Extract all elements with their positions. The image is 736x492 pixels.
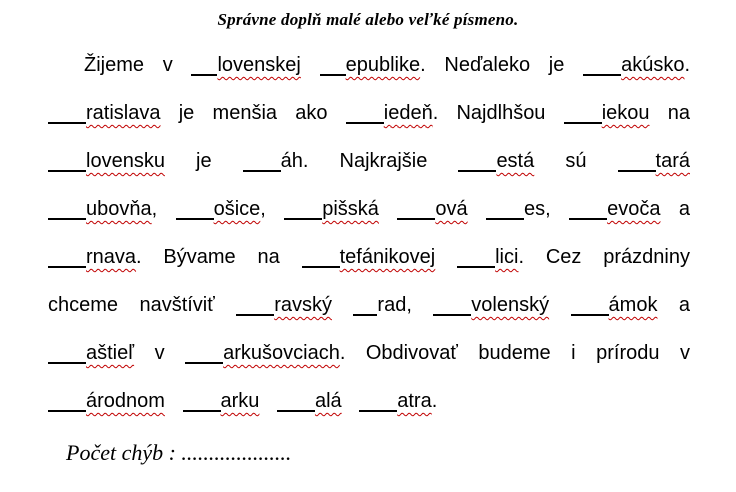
fill-in-blank[interactable] <box>457 266 495 268</box>
exercise-line <box>48 137 690 185</box>
text-run <box>301 54 320 76</box>
fill-in-blank[interactable] <box>353 314 377 316</box>
misspelled-word: ošice <box>213 198 261 220</box>
fill-in-blank[interactable] <box>433 314 471 316</box>
fill-in-blank[interactable] <box>583 74 621 76</box>
text-run: a <box>660 198 690 220</box>
fill-in-blank[interactable] <box>569 218 607 220</box>
fill-in-blank[interactable] <box>48 218 86 220</box>
fill-in-blank[interactable] <box>48 410 86 412</box>
text-run: , <box>260 198 285 220</box>
text-run: Žijeme v <box>84 54 192 76</box>
exercise-line <box>48 41 690 89</box>
worksheet-title: Správne doplň malé alebo veľké písmeno. <box>217 10 519 29</box>
fill-in-blank[interactable] <box>359 410 397 412</box>
text-run <box>468 198 486 220</box>
fill-in-blank[interactable] <box>191 74 217 76</box>
text-run: je menšia ako <box>160 102 346 124</box>
misspelled-word: ubovňa <box>86 198 152 220</box>
fill-in-blank[interactable] <box>302 266 340 268</box>
misspelled-word: ravský <box>274 294 332 316</box>
fill-in-blank[interactable] <box>48 122 86 124</box>
text-run: . <box>431 390 438 412</box>
text-run <box>435 246 457 268</box>
fill-in-blank[interactable] <box>571 314 609 316</box>
text-run <box>549 294 570 316</box>
text-run <box>259 390 277 412</box>
exercise-line <box>48 89 690 137</box>
misspelled-word: tefánikovej <box>339 246 436 268</box>
misspelled-word: lovensku <box>86 150 165 172</box>
text-run: sú <box>534 150 618 172</box>
fill-in-blank[interactable] <box>185 362 223 364</box>
fill-in-blank[interactable] <box>320 74 346 76</box>
misspelled-word: pišská <box>322 198 379 220</box>
text-run: . Cez prázdniny <box>518 246 690 268</box>
text-run <box>332 294 353 316</box>
text-run: es, <box>524 198 570 220</box>
misspelled-word: iedeň <box>383 102 433 124</box>
fill-in-blank[interactable] <box>277 410 315 412</box>
misspelled-word: atra <box>397 390 432 412</box>
fill-in-blank[interactable] <box>243 170 281 172</box>
misspelled-word: alá <box>314 390 342 412</box>
fill-in-blank[interactable] <box>618 170 656 172</box>
text-run: je <box>164 150 243 172</box>
text-run: áh. Najkrajšie <box>280 150 459 172</box>
misspelled-word: evoča <box>607 198 661 220</box>
misspelled-word: ámok <box>608 294 658 316</box>
fill-in-blank[interactable] <box>236 314 274 316</box>
text-run <box>342 390 360 412</box>
misspelled-word: está <box>496 150 535 172</box>
fill-in-blank[interactable] <box>183 410 221 412</box>
misspelled-word: aštieľ <box>86 342 135 364</box>
text-run: . Neďaleko je <box>420 54 584 76</box>
misspelled-word: tará <box>655 150 690 172</box>
exercise-line <box>48 329 690 377</box>
exercise-line <box>48 377 690 425</box>
text-run: rad, <box>377 294 434 316</box>
exercise-line <box>48 185 690 233</box>
text-run: , <box>151 198 176 220</box>
fill-in-blank[interactable] <box>346 122 384 124</box>
misspelled-word: lovenskej <box>217 54 301 76</box>
misspelled-word: volenský <box>471 294 550 316</box>
text-run: v <box>134 342 186 364</box>
fill-in-blank[interactable] <box>564 122 602 124</box>
text-run: . <box>684 54 691 76</box>
misspelled-word: epublike <box>345 54 421 76</box>
fill-in-blank[interactable] <box>48 362 86 364</box>
exercise-line <box>48 233 690 281</box>
text-run <box>165 390 183 412</box>
misspelled-word: árodnom <box>86 390 165 412</box>
fill-in-blank[interactable] <box>397 218 435 220</box>
text-run: chceme navštíviť <box>48 294 237 316</box>
misspelled-word: ová <box>435 198 468 220</box>
misspelled-word: ratislava <box>86 102 161 124</box>
text-run: . Najdlhšou <box>432 102 564 124</box>
fill-in-blank[interactable] <box>176 218 214 220</box>
error-count-label: Počet chýb : .................... <box>66 440 292 465</box>
misspelled-word: arkušovciach <box>223 342 340 364</box>
misspelled-word: iekou <box>601 102 650 124</box>
fill-in-blank[interactable] <box>284 218 322 220</box>
text-run <box>379 198 397 220</box>
text-run: na <box>649 102 690 124</box>
text-run: a <box>657 294 690 316</box>
exercise-lines <box>48 41 690 425</box>
misspelled-word: akúsko <box>621 54 685 76</box>
fill-in-blank[interactable] <box>458 170 496 172</box>
exercise-line <box>48 281 690 329</box>
misspelled-word: lici <box>495 246 519 268</box>
misspelled-word: arku <box>220 390 260 412</box>
misspelled-word: rnava <box>86 246 137 268</box>
text-run: . Obdivovať budeme i prírodu v <box>339 342 690 364</box>
text-run: . Bývame na <box>136 246 302 268</box>
fill-in-blank[interactable] <box>48 266 86 268</box>
fill-in-blank[interactable] <box>48 170 86 172</box>
fill-in-blank[interactable] <box>486 218 524 220</box>
